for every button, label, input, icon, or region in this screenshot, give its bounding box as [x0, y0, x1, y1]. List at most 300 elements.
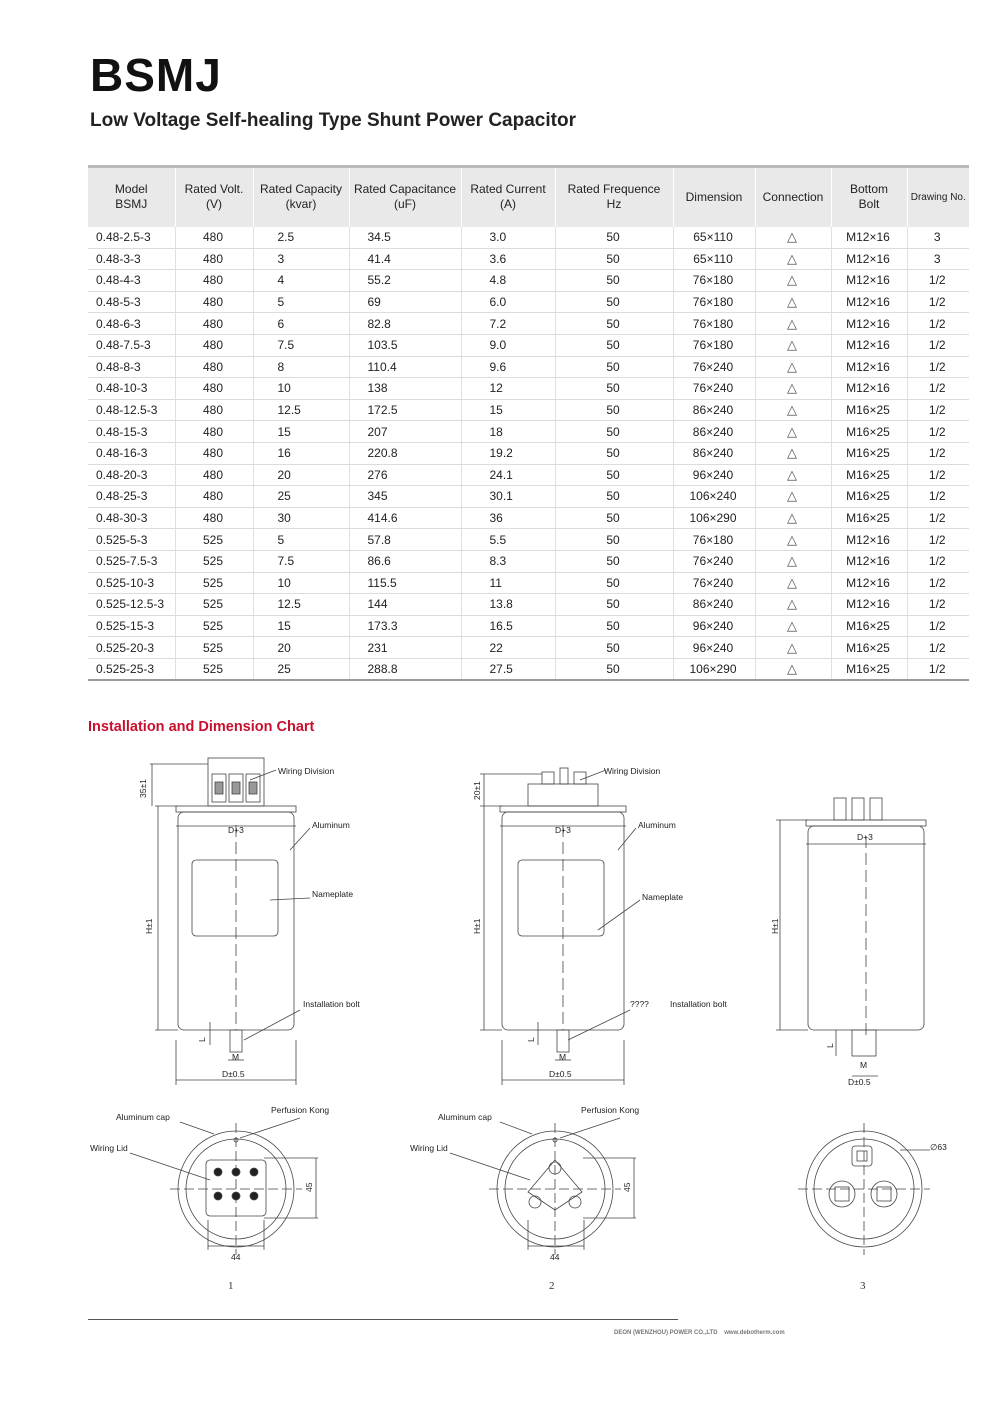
label-dim44-2: 44	[550, 1252, 560, 1262]
table-cell: M12×16	[831, 227, 907, 249]
column-header-line2: (A)	[500, 197, 516, 212]
drawing-number-2: 2	[549, 1280, 555, 1292]
label-installation-bolt-1: Installation bolt	[303, 999, 360, 1009]
label-dim44-1: 44	[231, 1252, 241, 1262]
table-cell: 480	[175, 507, 253, 529]
table-cell: 480	[175, 356, 253, 378]
column-header-line1: Bottom	[849, 182, 888, 197]
table-cell: 20	[253, 464, 349, 486]
table-cell: 50	[555, 529, 673, 551]
label-aluminum-cap-1: Aluminum cap	[116, 1112, 170, 1122]
table-cell: 106×240	[673, 486, 755, 508]
table-cell: 3.6	[461, 248, 555, 270]
label-wiring-lid-2: Wiring Lid	[410, 1143, 448, 1153]
table-cell: △	[755, 507, 831, 529]
table-cell: 11	[461, 572, 555, 594]
table-cell: 207	[349, 421, 461, 443]
table-cell: 1/2	[907, 637, 969, 659]
table-cell: 1/2	[907, 399, 969, 421]
table-cell: 3.0	[461, 227, 555, 249]
table-cell: 0.48-3-3	[88, 248, 175, 270]
table-cell: △	[755, 486, 831, 508]
table-cell: 76×180	[673, 270, 755, 292]
table-cell: M16×25	[831, 421, 907, 443]
label-d3-3: D+3	[857, 832, 873, 842]
table-cell: 5.5	[461, 529, 555, 551]
table-cell: 7.5	[253, 334, 349, 356]
table-row	[88, 334, 969, 356]
label-dpm-1: D±0.5	[222, 1069, 245, 1079]
label-m-3: M	[860, 1060, 868, 1070]
table-row	[88, 637, 969, 659]
table-cell: 76×240	[673, 356, 755, 378]
spec-table-body	[88, 227, 969, 680]
table-cell: △	[755, 529, 831, 551]
table-cell: 9.0	[461, 334, 555, 356]
table-cell: 276	[349, 464, 461, 486]
column-header	[461, 167, 555, 227]
column-header-line1: Rated Capacitance	[353, 182, 457, 197]
label-perfusion-kong-1: Perfusion Kong	[271, 1105, 330, 1115]
column-header	[831, 167, 907, 227]
table-cell: 27.5	[461, 658, 555, 680]
footer	[614, 1330, 785, 1336]
table-cell: 5	[253, 291, 349, 313]
label-aluminum-cap-2: Aluminum cap	[438, 1112, 492, 1122]
table-cell: 0.48-8-3	[88, 356, 175, 378]
column-header-line1: Connection	[762, 189, 824, 204]
table-cell: 22	[461, 637, 555, 659]
table-cell: △	[755, 637, 831, 659]
table-cell: 1/2	[907, 291, 969, 313]
table-row	[88, 378, 969, 400]
table-cell: 172.5	[349, 399, 461, 421]
table-cell: △	[755, 442, 831, 464]
column-header-line2: Hz	[606, 197, 622, 212]
table-cell: M12×16	[831, 291, 907, 313]
table-row	[88, 248, 969, 270]
table-cell: 0.48-30-3	[88, 507, 175, 529]
table-row	[88, 464, 969, 486]
table-cell: 41.4	[349, 248, 461, 270]
table-cell: 76×180	[673, 313, 755, 335]
table-cell: 96×240	[673, 615, 755, 637]
table-cell: 30.1	[461, 486, 555, 508]
table-cell: 76×240	[673, 378, 755, 400]
table-cell: 50	[555, 356, 673, 378]
table-cell: 96×240	[673, 464, 755, 486]
table-cell: △	[755, 270, 831, 292]
label-d3-1: D+3	[228, 825, 244, 835]
table-cell: 15	[253, 615, 349, 637]
table-row	[88, 421, 969, 443]
table-cell: M16×25	[831, 507, 907, 529]
label-wiring-lid-1: Wiring Lid	[90, 1143, 128, 1153]
table-cell: 96×240	[673, 637, 755, 659]
column-header-line2: Bolt	[858, 197, 880, 212]
table-cell: 1/2	[907, 658, 969, 680]
label-h-3: H±1	[770, 918, 780, 934]
table-cell: 76×240	[673, 572, 755, 594]
table-cell: △	[755, 464, 831, 486]
table-cell: 480	[175, 334, 253, 356]
page-subtitle: Low Voltage Self-healing Type Shunt Power Capacitor	[90, 110, 576, 131]
table-cell: 86×240	[673, 421, 755, 443]
table-cell: 50	[555, 486, 673, 508]
table-cell: 12	[461, 378, 555, 400]
table-cell: 76×180	[673, 334, 755, 356]
table-cell: M16×25	[831, 399, 907, 421]
table-cell: M12×16	[831, 529, 907, 551]
table-cell: 525	[175, 550, 253, 572]
table-cell: 144	[349, 594, 461, 616]
table-cell: 525	[175, 594, 253, 616]
table-cell: 25	[253, 658, 349, 680]
table-row	[88, 399, 969, 421]
table-cell: △	[755, 615, 831, 637]
table-cell: △	[755, 594, 831, 616]
table-cell: 0.525-10-3	[88, 572, 175, 594]
table-row	[88, 572, 969, 594]
table-cell: 30	[253, 507, 349, 529]
drawing-3-top-view	[798, 1123, 930, 1255]
table-cell: 4.8	[461, 270, 555, 292]
column-header	[907, 167, 969, 227]
table-cell: 480	[175, 313, 253, 335]
table-cell: 0.48-25-3	[88, 486, 175, 508]
column-header-line1: Rated Volt.	[184, 182, 244, 197]
table-cell: △	[755, 248, 831, 270]
table-cell: 1/2	[907, 594, 969, 616]
table-cell: 115.5	[349, 572, 461, 594]
table-cell: 4	[253, 270, 349, 292]
table-cell: 0.525-7.5-3	[88, 550, 175, 572]
table-cell: 24.1	[461, 464, 555, 486]
table-cell: 50	[555, 334, 673, 356]
drawing-2-side-view	[480, 768, 640, 1085]
label-h-1: H±1	[144, 918, 154, 934]
label-wiring-division-1: Wiring Division	[278, 766, 335, 776]
table-cell: 50	[555, 399, 673, 421]
drawing-number-3: 3	[860, 1280, 866, 1292]
table-cell: M16×25	[831, 637, 907, 659]
table-cell: △	[755, 550, 831, 572]
table-cell: M12×16	[831, 572, 907, 594]
table-cell: △	[755, 227, 831, 249]
table-cell: 1/2	[907, 486, 969, 508]
table-cell: △	[755, 356, 831, 378]
table-cell: 480	[175, 291, 253, 313]
table-cell: 480	[175, 486, 253, 508]
table-row	[88, 529, 969, 551]
table-cell: 76×180	[673, 291, 755, 313]
column-header-line1: Drawing No.	[910, 191, 966, 203]
label-dpm-2: D±0.5	[549, 1069, 572, 1079]
table-cell: 525	[175, 572, 253, 594]
table-cell: 0.48-4-3	[88, 270, 175, 292]
label-l-3: L	[825, 1043, 835, 1048]
table-cell: 1/2	[907, 464, 969, 486]
table-cell: 50	[555, 507, 673, 529]
table-cell: M16×25	[831, 658, 907, 680]
table-cell: 1/2	[907, 421, 969, 443]
table-cell: 50	[555, 270, 673, 292]
table-cell: 50	[555, 291, 673, 313]
table-cell: 82.8	[349, 313, 461, 335]
table-cell: 2.5	[253, 227, 349, 249]
table-cell: 231	[349, 637, 461, 659]
table-cell: 480	[175, 442, 253, 464]
table-cell: 6	[253, 313, 349, 335]
table-cell: 55.2	[349, 270, 461, 292]
table-cell: 19.2	[461, 442, 555, 464]
table-cell: M16×25	[831, 464, 907, 486]
table-row	[88, 313, 969, 335]
table-cell: 86×240	[673, 442, 755, 464]
label-nameplate-2: Nameplate	[642, 892, 684, 902]
table-cell: △	[755, 399, 831, 421]
column-header	[88, 167, 175, 227]
table-cell: 0.525-5-3	[88, 529, 175, 551]
table-row	[88, 227, 969, 249]
table-cell: 20	[253, 637, 349, 659]
table-row	[88, 658, 969, 680]
table-cell: 0.525-12.5-3	[88, 594, 175, 616]
label-dia63: ∅63	[930, 1142, 947, 1152]
brand-title: BSMJ	[90, 49, 222, 101]
label-h35: 35±1	[138, 779, 148, 798]
table-cell: 0.48-7.5-3	[88, 334, 175, 356]
footer-divider	[88, 1319, 678, 1320]
column-header-line1: Model	[114, 182, 148, 197]
table-cell: 0.48-5-3	[88, 291, 175, 313]
table-cell: 8.3	[461, 550, 555, 572]
drawing-number-1: 1	[228, 1280, 234, 1292]
column-header-line2: BSMJ	[115, 197, 148, 212]
table-cell: 5	[253, 529, 349, 551]
table-cell: 12.5	[253, 594, 349, 616]
table-cell: △	[755, 572, 831, 594]
table-cell: 10	[253, 378, 349, 400]
table-row	[88, 507, 969, 529]
table-cell: 0.525-20-3	[88, 637, 175, 659]
table-cell: 7.2	[461, 313, 555, 335]
table-cell: 525	[175, 658, 253, 680]
table-cell: 525	[175, 637, 253, 659]
label-aluminum-1: Aluminum	[312, 820, 350, 830]
table-cell: 36	[461, 507, 555, 529]
label-nameplate-1: Nameplate	[312, 889, 354, 899]
column-header	[349, 167, 461, 227]
table-cell: 0.525-25-3	[88, 658, 175, 680]
column-header-line2: (kvar)	[285, 197, 317, 212]
column-header	[755, 167, 831, 227]
table-cell: 525	[175, 529, 253, 551]
table-cell: 50	[555, 572, 673, 594]
table-cell: 0.48-6-3	[88, 313, 175, 335]
table-cell: 103.5	[349, 334, 461, 356]
table-cell: 76×240	[673, 550, 755, 572]
column-header	[175, 167, 253, 227]
table-cell: 7.5	[253, 550, 349, 572]
table-cell: 1/2	[907, 442, 969, 464]
drawing-1-top-view	[130, 1118, 318, 1255]
column-header	[253, 167, 349, 227]
label-dpm-3: D±0.5	[848, 1077, 871, 1087]
table-row	[88, 356, 969, 378]
label-h20: 20±1	[472, 781, 482, 800]
label-l-1: L	[197, 1037, 207, 1042]
table-cell: M12×16	[831, 270, 907, 292]
label-l-2: L	[526, 1037, 536, 1042]
table-cell: 480	[175, 248, 253, 270]
table-cell: 50	[555, 313, 673, 335]
table-cell: 3	[907, 227, 969, 249]
table-cell: 50	[555, 227, 673, 249]
label-dim45-2: 45	[622, 1182, 632, 1192]
table-cell: 1/2	[907, 615, 969, 637]
table-cell: 3	[253, 248, 349, 270]
table-cell: 220.8	[349, 442, 461, 464]
column-header-line1: Rated Capacity	[259, 182, 343, 197]
label-m-1: M	[232, 1052, 240, 1062]
spec-table	[88, 165, 969, 681]
table-cell: 480	[175, 227, 253, 249]
table-cell: 50	[555, 421, 673, 443]
table-cell: 1/2	[907, 270, 969, 292]
table-cell: M12×16	[831, 550, 907, 572]
table-cell: 13.8	[461, 594, 555, 616]
table-cell: 86.6	[349, 550, 461, 572]
table-cell: 12.5	[253, 399, 349, 421]
table-cell: 65×110	[673, 248, 755, 270]
table-row	[88, 550, 969, 572]
table-cell: △	[755, 291, 831, 313]
column-header	[673, 167, 755, 227]
table-cell: M16×25	[831, 615, 907, 637]
table-cell: M12×16	[831, 594, 907, 616]
table-cell: 50	[555, 378, 673, 400]
table-cell: M12×16	[831, 248, 907, 270]
table-cell: △	[755, 378, 831, 400]
table-cell: 6.0	[461, 291, 555, 313]
table-cell: 480	[175, 378, 253, 400]
table-cell: 1/2	[907, 550, 969, 572]
table-cell: 0.48-10-3	[88, 378, 175, 400]
table-cell: 16.5	[461, 615, 555, 637]
column-header-line2: (V)	[206, 197, 222, 212]
table-cell: 0.525-15-3	[88, 615, 175, 637]
table-row	[88, 270, 969, 292]
table-cell: M16×25	[831, 442, 907, 464]
table-row	[88, 615, 969, 637]
table-cell: 57.8	[349, 529, 461, 551]
table-cell: 480	[175, 421, 253, 443]
table-cell: △	[755, 334, 831, 356]
table-row	[88, 594, 969, 616]
column-header-line1: Rated Current	[470, 182, 546, 197]
table-cell: 1/2	[907, 507, 969, 529]
label-dim45-1: 45	[304, 1182, 314, 1192]
table-cell: 50	[555, 550, 673, 572]
table-cell: 15	[253, 421, 349, 443]
table-cell: 25	[253, 486, 349, 508]
column-header	[555, 167, 673, 227]
table-cell: 86×240	[673, 594, 755, 616]
table-cell: 0.48-20-3	[88, 464, 175, 486]
table-cell: 1/2	[907, 378, 969, 400]
label-aluminum-2: Aluminum	[638, 820, 676, 830]
table-cell: 50	[555, 464, 673, 486]
label-m-2: M	[559, 1052, 567, 1062]
table-cell: M12×16	[831, 334, 907, 356]
drawing-1-side-view	[150, 758, 310, 1085]
footer-website: www.debotherm.com	[724, 1330, 785, 1336]
table-cell: △	[755, 313, 831, 335]
table-cell: 50	[555, 615, 673, 637]
table-cell: 50	[555, 658, 673, 680]
table-cell: 18	[461, 421, 555, 443]
table-row	[88, 442, 969, 464]
table-cell: 525	[175, 615, 253, 637]
installation-drawings	[0, 740, 1000, 1300]
footer-company: DEON (WENZHOU) POWER CO.,LTD	[614, 1330, 718, 1336]
table-cell: 16	[253, 442, 349, 464]
table-cell: 480	[175, 270, 253, 292]
spec-table-header	[88, 167, 969, 227]
chart-title: Installation and Dimension Chart	[88, 719, 315, 735]
table-cell: M12×16	[831, 356, 907, 378]
drawing-2-top-view	[450, 1118, 636, 1255]
table-cell: 138	[349, 378, 461, 400]
table-cell: 106×290	[673, 507, 755, 529]
table-cell: △	[755, 421, 831, 443]
table-cell: 15	[461, 399, 555, 421]
table-cell: 10	[253, 572, 349, 594]
column-header-line2: (uF)	[394, 197, 416, 212]
table-cell: △	[755, 658, 831, 680]
table-cell: M12×16	[831, 378, 907, 400]
table-cell: 8	[253, 356, 349, 378]
drawing-3-side-view	[776, 798, 926, 1076]
table-cell: 0.48-15-3	[88, 421, 175, 443]
label-d3-2: D+3	[555, 825, 571, 835]
table-cell: 50	[555, 442, 673, 464]
table-cell: 76×180	[673, 529, 755, 551]
table-cell: M12×16	[831, 313, 907, 335]
table-cell: 173.3	[349, 615, 461, 637]
table-cell: 69	[349, 291, 461, 313]
label-h-2: H±1	[472, 918, 482, 934]
column-header-line1: Dimension	[685, 189, 743, 204]
table-cell: 0.48-2.5-3	[88, 227, 175, 249]
table-cell: 50	[555, 248, 673, 270]
table-cell: 65×110	[673, 227, 755, 249]
table-cell: 480	[175, 464, 253, 486]
label-perfusion-kong-2: Perfusion Kong	[581, 1105, 640, 1115]
table-cell: 9.6	[461, 356, 555, 378]
table-cell: 345	[349, 486, 461, 508]
table-cell: 110.4	[349, 356, 461, 378]
table-cell: 50	[555, 594, 673, 616]
label-unknown-mark: ????	[630, 999, 649, 1009]
table-cell: 480	[175, 399, 253, 421]
table-cell: 414.6	[349, 507, 461, 529]
table-cell: 86×240	[673, 399, 755, 421]
table-row	[88, 291, 969, 313]
table-cell: 288.8	[349, 658, 461, 680]
label-installation-bolt-2: Installation bolt	[670, 999, 727, 1009]
